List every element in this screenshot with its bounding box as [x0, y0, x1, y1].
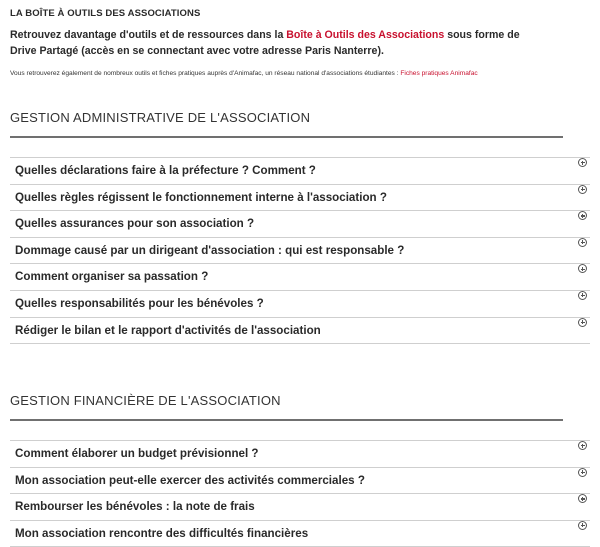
accordion-item-label: Quelles assurances pour son association ?	[15, 217, 255, 231]
accordion-item-label: Mon association rencontre des difficultés financières	[15, 526, 309, 540]
accordion-item[interactable]	[10, 494, 590, 521]
accordion-administrative	[10, 157, 590, 344]
accordion-item-label: Quelles responsabilités pour les bénévoles ?	[15, 296, 264, 310]
accordion-item[interactable]	[10, 468, 590, 495]
plus-circle-icon[interactable]	[578, 264, 587, 273]
section-title-financiere: GESTION FINANCIÈRE DE L'ASSOCIATION	[10, 393, 281, 408]
section-divider	[10, 419, 563, 421]
accordion-item-label: Quelles règles régissent le fonctionnement interne à l'association ?	[15, 190, 387, 204]
plus-circle-icon[interactable]	[578, 441, 587, 450]
accordion-item[interactable]	[10, 291, 590, 318]
accordion-item-label: Mon association peut-elle exercer des activités commerciales ?	[15, 473, 365, 487]
accordion-item[interactable]	[10, 157, 590, 185]
accordion-item[interactable]	[10, 185, 590, 212]
note-text: Vous retrouverez également de nombreux outils et fiches pratiques auprès d'Animafac, un réseau national d'associations étudiantes :	[10, 70, 401, 77]
accordion-item-label: Dommage causé par un dirigeant d'association : qui est responsable ?	[15, 243, 405, 257]
accordion-item[interactable]	[10, 264, 590, 291]
section-title-administrative: GESTION ADMINISTRATIVE DE L'ASSOCIATION	[10, 110, 311, 125]
accordion-item[interactable]	[10, 440, 590, 468]
accordion-item[interactable]	[10, 318, 590, 345]
plus-circle-icon[interactable]	[578, 521, 587, 530]
intro-text-after: sous forme de Drive Partagé (accès en se connectant avec votre adresse Paris Nanterre).	[10, 29, 520, 57]
plus-circle-icon[interactable]	[578, 468, 587, 477]
plus-circle-icon[interactable]	[578, 185, 587, 194]
plus-circle-icon[interactable]	[578, 158, 587, 167]
accordion-item-label: Comment organiser sa passation ?	[15, 270, 209, 284]
plus-circle-icon[interactable]	[578, 318, 587, 327]
accordion-item[interactable]	[10, 521, 590, 547]
plus-circle-icon[interactable]	[578, 211, 587, 220]
plus-circle-icon[interactable]	[578, 494, 587, 503]
plus-circle-icon[interactable]	[578, 238, 587, 247]
accordion-item-label: Rédiger le bilan et le rapport d'activités de l'association	[15, 323, 321, 337]
accordion-item[interactable]	[10, 211, 590, 238]
section-divider	[10, 136, 563, 138]
accordion-item-label: Rembourser les bénévoles : la note de frais	[15, 500, 255, 514]
accordion-financiere	[10, 440, 590, 547]
intro-text-before: Retrouvez davantage d'outils et de ressources dans la	[10, 29, 287, 41]
animafac-link[interactable]: Fiches pratiques Animafac	[400, 70, 478, 77]
intro-paragraph	[10, 27, 530, 59]
plus-circle-icon[interactable]	[578, 291, 587, 300]
page-title: LA BOÎTE À OUTILS DES ASSOCIATIONS	[10, 8, 201, 19]
accordion-item-label: Quelles déclarations faire à la préfecture ? Comment ?	[15, 164, 316, 177]
boite-a-outils-link[interactable]: Boîte à Outils des Associations	[286, 29, 445, 41]
accordion-item[interactable]	[10, 238, 590, 265]
accordion-item-label: Comment élaborer un budget prévisionnel ?	[15, 447, 259, 460]
animafac-note	[10, 70, 478, 77]
